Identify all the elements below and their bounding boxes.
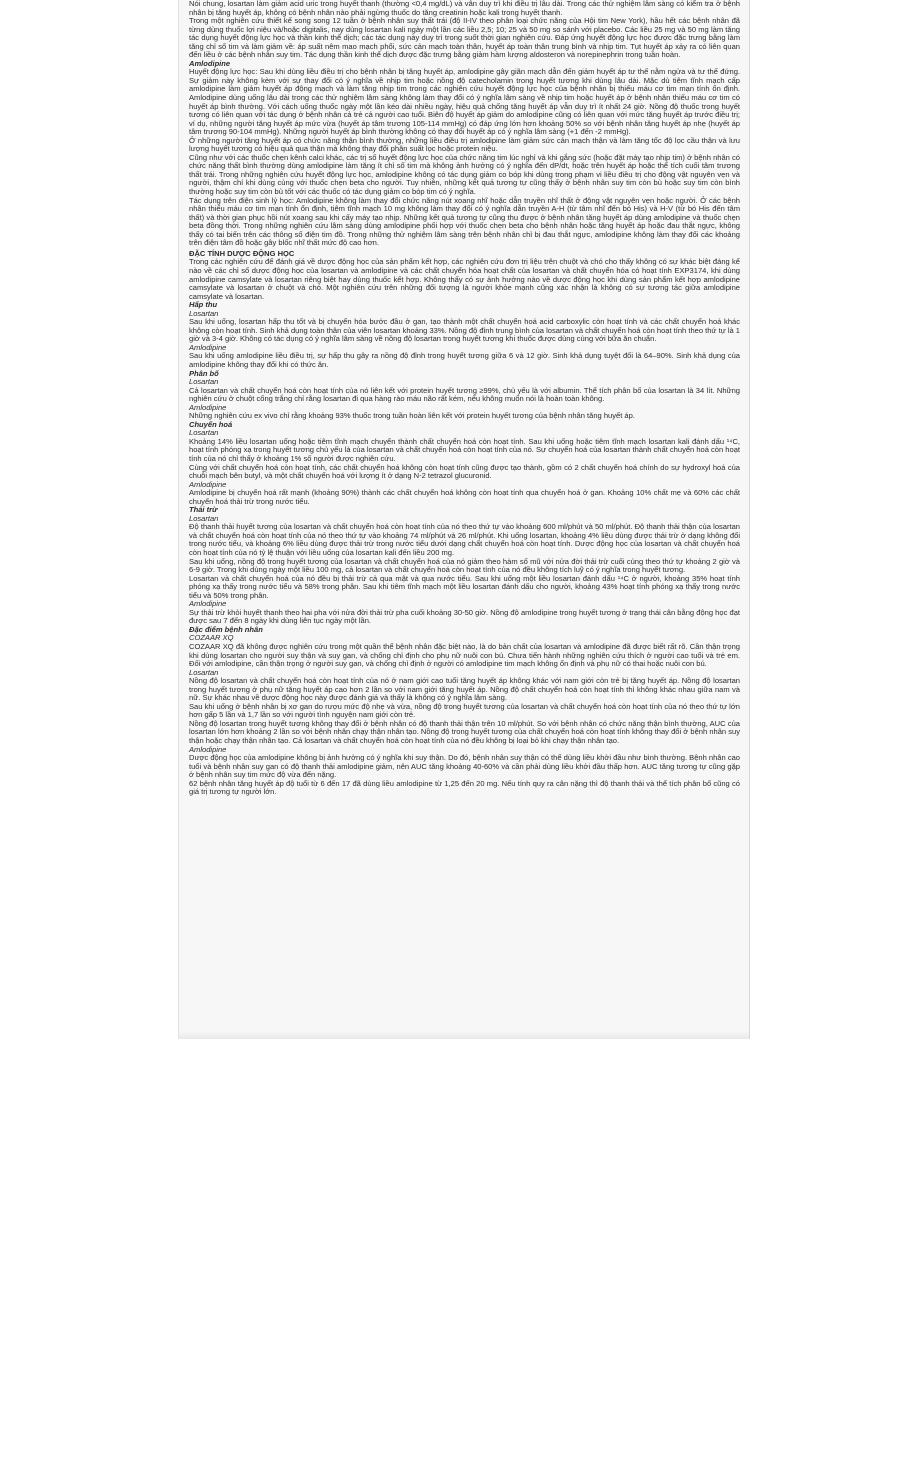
- paragraph: Sự thải trừ khỏi huyết thanh theo hai pha với nửa đời thải trừ pha cuối khoảng 30-50 giờ. Nồng độ amlodipine trong huyết tương ở trạng thái cân bằng động học đạt được sau 7 đến 8 ngày khi dùng liên tục ngày một lần.: [189, 607, 740, 626]
- drug-label: Losartan: [189, 667, 219, 677]
- paragraph: Nồng độ losartan trong huyết tương không thay đổi ở bệnh nhân có độ thanh thải thận trên 10 ml/phút. So với bệnh nhân có chức năng thận bình thường, AUC của losartan lớn hơn khoảng 2 lần so với bệnh nhân chạy thận nhân tạo. Nồng độ trong huyết tương của chất chuyển hoá còn hoạt tính không thay đổi ở bệnh nhân suy thận hoặc chạy thận nhân tạo. Cả losartan và chất chuyển hoá còn hoạt tính của nó đều không bị loại bỏ khi chạy thận nhân tạo.: [189, 718, 740, 746]
- drug-label: Losartan: [189, 377, 219, 387]
- paragraph: Ở những người tăng huyết áp có chức năng thận bình thường, những liều điều trị amlodipine làm giảm sức cản mạch thận và làm tăng tốc độ lọc cầu thận và lưu lượng huyết tương có hiệu quả qua thận mà không thay đổi phân suất lọc hoặc protein niệu.: [189, 135, 740, 154]
- paragraph: Sau khi uống, losartan hấp thu tốt và bị chuyển hóa bước đầu ở gan, tạo thành một chất chuyển hoá acid carboxylic còn hoạt tính và các chất chuyển hoá khác không còn hoạt tính. Sinh khả dụng toàn thân của viên losartan khoảng 33%. Nồng độ đỉnh trung bình của losartan và chất chuyển hoá còn hoạt tính theo thứ tự là 1 giờ và 3-4 giờ. Không có tác dụng có ý nghĩa lâm sàng về nồng độ losartan trong huyết tương khi thuốc được dùng cùng với bữa ăn chuẩn.: [189, 317, 740, 344]
- leaflet-page: [179, 0, 749, 1039]
- paragraph: Trong một nghiên cứu thiết kế song song 12 tuần ở bệnh nhân suy thất trái (độ II-IV theo phân loại chức năng của Hội tim New York), hầu hết các bệnh nhân đã từng dùng thuốc lợi niệu và/hoặc digitalis, nay dùng losartan kali ngày một lần các liều 2,5; 10; 25 và 50 mg so sánh với placebo. Các liều 25 mg và 50 mg làm tăng tác dụng huyết động lực học và thần kinh thể dịch; các tác dụng này duy trì trong suốt thời gian nghiên cứu. Đáp ứng huyết động lực học được đặc trưng bằng làm tăng chỉ số tim và làm giảm về: áp suất nêm mao mạch phổi, sức cản mạch toàn thân, huyết áp toàn thân trung bình và nhịp tim. Tụt huyết áp xảy ra có liên quan đến liều ở các bệnh nhân suy tim. Tác dụng thần kinh thể dịch được đặc trưng bằng giảm hàm lượng aldosteron và norepinephrin trong tuần hoàn.: [189, 16, 740, 60]
- drug-label: Amlodipine: [189, 479, 227, 489]
- paragraph: Cũng như với các thuốc chẹn kênh calci khác, các trị số huyết động lực học của chức năng tim lúc nghỉ và khi gắng sức (hoặc đặt máy tạo nhịp tim) ở bệnh nhân có chức năng thất bình thường dùng amlodipine làm tăng ít chỉ số tim mà không ảnh hưởng có ý nghĩa đến dP/dt, hoặc trên huyết áp hoặc thể tích cuối tâm trương thất trái. Trong những nghiên cứu huyết động lực học, amlodipine không có tác dụng giảm co bóp khi dùng trong phạm vi liều điều trị cho động vật nguyên vẹn và người, thậm chí khi dùng cùng với thuốc chẹn beta cho người. Tuy nhiên, những kết quả tương tự cũng thấy ở bệnh nhân suy tim còn bù hoặc suy tim còn bình thường hoặc suy tim còn bù tốt với các thuốc có tác dụng giảm co bóp tim có ý nghĩa.: [189, 152, 740, 197]
- drug-label: Losartan: [189, 428, 219, 438]
- paragraph: Độ thanh thải huyết tương của losartan và chất chuyển hoá còn hoạt tính của nó theo thứ tự vào khoảng 600 ml/phút và 50 ml/phút. Độ thanh thải thận của losartan và chất chuyển hoá còn hoạt tính của nó theo thứ tự vào khoảng 74 ml/phút và 26 ml/phút. Khi uống losartan, khoảng 4% liều dùng được thải trừ ở dạng không đổi trong nước tiểu, và khoảng 6% liều dùng được thải trừ trong nước tiểu dưới dạng chất chuyển hoá còn hoạt tính. Dược động học của losartan và chất chuyển hoá còn hoạt tính của nó tỷ lệ thuận với liều uống của losartan kali đến liều 200 mg.: [189, 522, 740, 557]
- drug-label: Losartan: [189, 513, 219, 523]
- drug-label: Amlodipine: [189, 402, 227, 412]
- paragraph: Huyết động lực học: Sau khi dùng liều điều trị cho bệnh nhân bị tăng huyết áp, amlodipine gây giãn mạch dẫn đến giảm huyết áp tư thế nằm ngửa và tư thế đứng. Sự giảm này không kèm với sự thay đổi có ý nghĩa về nhịp tim hoặc nồng độ catecholamin trong huyết tương khi dùng lâu dài. Mặc dù tiêm tĩnh mạch cấp amlodipine làm giảm huyết áp động mạch và làm tăng nhịp tim trong các nghiên cứu huyết động lực học của bệnh nhân bị thiếu máu cơ tim mạn tính ổn định. Amlodipine dùng uống lâu dài trong các thử nghiệm lâm sàng không làm thay đổi có ý nghĩa lâm sàng về nhịp tim hoặc huyết áp ở bệnh nhân thiếu máu cơ tim có huyết áp bình thường. Với cách uống thuốc ngày một lần kéo dài nhiều ngày, hiệu quả chống tăng huyết áp vẫn duy trì ít nhất 24 giờ. Nồng độ thuốc trong huyết tương có liên quan với tác dụng ở bệnh nhân cả trẻ cả người cao tuổi. Biên độ huyết áp giảm do amlodipine cũng có liên quan với mức tăng huyết áp trước điều trị; ví dụ, những người tăng huyết áp mức vừa (huyết áp tâm trương 105-114 mmHg) có đáp ứng lớn hơn khoảng 50% so với bệnh nhân tăng huyết áp nhẹ (huyết áp tâm trương 90-104 mmHg). Những người huyết áp bình thường không có thay đổi huyết áp có ý nghĩa lâm sàng (+1 đến -2 mmHg).: [189, 67, 740, 137]
- leaflet-text: [189, 0, 740, 797]
- drug-label: Amlodipine: [189, 342, 227, 352]
- paragraph: Nồng độ losartan và chất chuyển hoá còn hoạt tính của nó ở nam giới cao tuổi tăng huyết áp không khác với nam giới còn trẻ bị tăng huyết áp. Nồng độ losartan trong huyết tương ở phụ nữ tăng huyết áp cao hơn 2 lần so với nam giới tăng huyết áp. Nồng độ chất chuyển hoá còn hoạt tính thì không khác nhau giữa nam và nữ. Sự khác nhau về dược động học này được đánh giá và thấy là không có ý nghĩa lâm sàng.: [189, 676, 740, 703]
- paragraph: Cùng với chất chuyển hoá còn hoạt tính, các chất chuyển hoá không còn hoạt tính cũng được tạo thành, gồm có 2 chất chuyển hoá chính do sự hydroxyl hoá của chuỗi mạch bên butyl, và một chất chuyển hoá với lượng ít ở dạng N-2 tetrazol glucuronid.: [189, 462, 740, 481]
- paragraph: Tác dụng trên điện sinh lý học: Amlodipine không làm thay đổi chức năng nút xoang nhĩ hoặc dẫn truyền nhĩ thất ở động vật nguyên vẹn hoặc người. Ở các bệnh nhân thiếu máu cơ tim mạn tính ổn định, tiêm tĩnh mạch 10 mg không làm thay đổi có ý nghĩa dẫn truyền A-H (từ tâm nhĩ đến bó His) và H-V (từ bó His đến tâm thất) và thời gian phục hồi nút xoang sau khi cấy máy tạo nhịp. Những kết quả tương tự cũng thu được ở bệnh nhân tăng huyết áp dùng amlodipine và thuốc chẹn beta đồng thời. Trong những nghiên cứu lâm sàng dùng amlodipine phối hợp với thuốc chẹn beta cho bệnh nhân hoặc tăng huyết áp hoặc đau thắt ngực, không thấy có tai biến trên các thông số điện tim đồ. Trong những thử nghiệm lâm sàng trên bệnh nhân chỉ bị đau thắt ngực, amlodipine không làm thay đổi các khoảng trên điện tâm đồ hoặc gây blốc nhĩ thất mức độ cao hơn.: [189, 195, 740, 248]
- paragraph: Sau khi uống, nồng độ trong huyết tương của losartan và chất chuyển hoá của nó giảm theo hàm số mũ với nửa đời thải trừ cuối cùng theo thứ tự khoảng 2 giờ và 6-9 giờ. Trong khi dùng ngày một liều 100 mg, cả losartan và chất chuyển hoá còn hoạt tính của nó đều không tích luỹ có ý nghĩa trong huyết tương.: [189, 556, 740, 575]
- paragraph: Cả losartan và chất chuyển hoá còn hoạt tính của nó liên kết với protein huyết tương ≥99%, chủ yếu là với albumin. Thể tích phân bố của losartan là 34 lít. Những nghiên cứu ở chuột cống trắng chỉ rằng losartan đi qua hàng rào máu não rất kém, nếu không muốn nói là hoàn toàn không.: [189, 385, 740, 404]
- section-heading: ĐẶC TÍNH DƯỢC ĐỘNG HỌC: [189, 248, 295, 258]
- paragraph: 62 bệnh nhân tăng huyết áp độ tuổi từ 6 đến 17 đã dùng liều amlodipine từ 1,25 đến 20 mg. Nếu tính quy ra cân nặng thì độ thanh thải và thể tích phân bố cũng có giá trị tương tự người lớn.: [189, 778, 740, 797]
- paragraph: COZAAR XQ đã không được nghiên cứu trong một quần thể bệnh nhân đặc biệt nào, là do bản chất của losartan và amlodipine đã được biết rất rõ. Cần thận trọng khi dùng losartan cho người suy thận và suy gan, và chống chỉ định cho phụ nữ nuôi con bú. Chưa tiến hành những nghiên cứu thích ở người cao tuổi và trẻ em. Đối với amlodipine, cần thận trọng ở người suy gan, và chống chỉ định ở người có amlodipine tim mạch không ổn định và phụ nữ có thai hoặc nuôi con bú.: [189, 642, 740, 669]
- paragraph: Sau khi uống ở bệnh nhân bị xơ gan do rượu mức độ nhẹ và vừa, nồng độ trong huyết tương của losartan và chất chuyển hoá còn hoạt tính của nó theo thứ tự lớn hơn gấp 5 lần và 1,7 lần so với người tình nguyện nam giới còn trẻ.: [189, 701, 740, 720]
- subsection-heading: Chuyển hoá: [189, 419, 233, 429]
- paragraph: Trong các nghiên cứu để đánh giá về dược động học của sản phẩm kết hợp, các nghiên cứu đơn trị liệu trên chuột và chó cho thấy không có sự khác biệt đáng kể nào về các chỉ số dược động học của losartan và amlodipine và các chất chuyển hóa hoạt chất của losartan và chất chuyển hóa có hoạt tính EXP3174, khi dùng amlodipine camsylate và losartan riêng biệt hay dùng thuốc kết hợp. Không thấy có sự ảnh hưởng nào về dược động học khi dùng sản phẩm kết hợp amlodipine camsylate và losartan ở chuột và chó. Một nghiên cứu trên những đối tượng là người khỏe mạnh cũng xác nhận là không có sự tương tác giữa amlodipine camsylate và losartan.: [189, 257, 740, 301]
- subsection-heading: Thải trừ: [189, 505, 218, 515]
- paragraph: Losartan và chất chuyển hoá của nó đều bị thải trừ cả qua mật và qua nước tiểu. Sau khi uống một liều losartan đánh dấu ¹⁴C ở người, khoảng 35% hoạt tính phóng xạ thấy trong nước tiểu và 58% trong phân. Sau khi tiêm tĩnh mạch một liều losartan đánh dấu cho người, khoảng 43% hoạt tính phóng xạ thấy trong nước tiểu và 50% trong phân.: [189, 573, 740, 600]
- paragraph: Amlodipine bị chuyển hoá rất mạnh (khoảng 90%) thành các chất chuyển hoá không còn hoạt tính qua chuyển hoá ở gan. Khoảng 10% chất mẹ và 60% các chất chuyển hoá thải trừ trong nước tiểu.: [189, 488, 740, 506]
- drug-label: COZAAR XQ: [189, 633, 234, 643]
- drug-label: Amlodipine: [189, 744, 227, 754]
- paragraph: Những nghiên cứu ex vivo chỉ rằng khoảng 93% thuốc trong tuần hoàn liên kết với protein huyết tương của bệnh nhân tăng huyết áp.: [189, 411, 635, 421]
- paragraph: Nói chung, losartan làm giảm acid uric trong huyết thanh (thường <0,4 mg/dL) và vẫn duy trì khi điều trị lâu dài. Trong các thử nghiệm lâm sàng có kiểm tra ở bệnh nhân bị tăng huyết áp, không có bệnh nhân nào phải ngừng thuốc do tăng creatinin hoặc kali trong huyết thanh.: [189, 0, 740, 17]
- drug-label: Amlodipine: [189, 599, 227, 609]
- subsection-heading: Hấp thu: [189, 300, 218, 310]
- paragraph: Dược động học của amlodipine không bị ảnh hưởng có ý nghĩa khi suy thận. Do đó, bệnh nhân suy thận có thể dùng liều khởi đầu như bình thường. Bệnh nhân cao tuổi và bệnh nhân suy gan có độ thanh thải amlodipine giảm, nên AUC tăng khoảng 40-60% và cần phải dùng liều khởi đầu thấp hơn. AUC tăng tương tự cũng gặp ở bệnh nhân suy tim mức độ vừa đến nặng.: [189, 753, 740, 780]
- subsection-heading: Phân bố: [189, 368, 219, 378]
- subsection-heading: Đặc điểm bệnh nhân: [189, 624, 263, 634]
- paragraph: Khoảng 14% liều losartan uống hoặc tiêm tĩnh mạch chuyển thành chất chuyển hoá còn hoạt tính. Sau khi uống hoặc tiêm tĩnh mạch losartan kali đánh dấu ¹⁴C, hoạt tính phóng xạ trong huyết tương chủ yếu là của losartan và chất chuyển hoá còn hoạt tính của nó. Sự chuyển hoá của losartan thành chất chuyển hoá còn hoạt tính của nó chỉ thấy ở khoảng 1% số người được nghiên cứu.: [189, 436, 740, 463]
- paragraph: Sau khi uống amlodipine liều điều trị, sự hấp thu gây ra nồng độ đỉnh trong huyết tương giữa 6 và 12 giờ. Sinh khả dụng tuyệt đối là 64–90%. Sinh khả dụng của amlodipine không thay đổi khi có thức ăn.: [189, 351, 740, 369]
- drug-label: Losartan: [189, 308, 219, 318]
- subsection-heading: Amlodipine: [189, 58, 231, 68]
